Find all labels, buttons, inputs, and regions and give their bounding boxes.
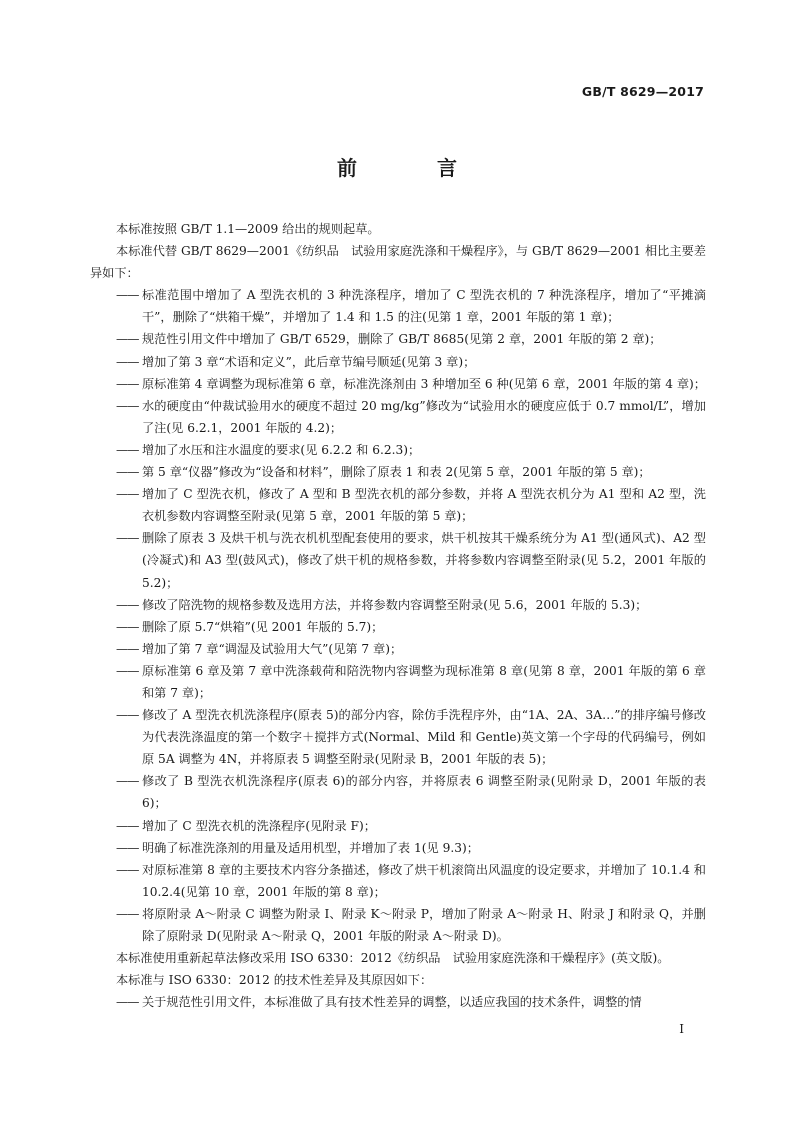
standard-code: GB/T 8629—2017 xyxy=(581,84,704,99)
dash-marker: —— xyxy=(116,663,139,678)
dash-marker: —— xyxy=(116,465,139,480)
paragraph-adoption: 本标准使用重新起草法修改采用 ISO 6330：2012《纺织品 试验用家庭洗涤和干燥程序》(英文版)。 xyxy=(116,951,670,966)
list-item-text: 修改了 B 型洗衣机洗涤程序(原表 6)的部分内容，并将原表 6 调整至附录(见附录 D，2001 年版的表 6)； xyxy=(142,774,706,811)
list-item-text: 原标准第 4 章调整为现标准第 6 章，标准洗涤剂由 3 种增加至 6 种(见第 6 章，2001 年版的第 4 章)； xyxy=(142,376,706,391)
list-item-text: 原标准第 6 章及第 7 章中洗涤载荷和陪洗物内容调整为现标准第 8 章(见第 8 章，2001 年版的第 6 章和第 7 章)； xyxy=(142,663,706,700)
dash-marker: —— xyxy=(116,288,139,303)
list-item-text: 增加了第 7 章“调湿及试验用大气”(见第 7 章)； xyxy=(142,641,403,656)
list-item xyxy=(90,373,706,395)
list-item xyxy=(90,770,706,814)
list-item xyxy=(90,991,706,1013)
dash-marker: —— xyxy=(116,862,139,877)
dash-marker: —— xyxy=(116,906,139,921)
dash-marker: —— xyxy=(116,487,139,502)
list-item-text: 删除了原表 3 及烘干机与洗衣机机型配套使用的要求，烘干机按其干燥系统分为 A1 型(通风式)、A2 型(冷凝式)和 A3 型(鼓风式)，修改了烘干机的规格参数，并将参数内容调整至附录(见 5.2，2001 年版的 5.2)； xyxy=(142,531,706,590)
list-item-text: 增加了 C 型洗衣机的洗涤程序(见附录 F)； xyxy=(142,818,376,833)
list-item xyxy=(90,284,706,328)
dash-marker: —— xyxy=(116,531,139,546)
paragraph-differences: 本标准与 ISO 6330：2012 的技术性差异及其原因如下： xyxy=(116,973,433,988)
change-list xyxy=(90,284,706,947)
list-item-text: 增加了水压和注水温度的要求(见 6.2.2 和 6.2.3)； xyxy=(142,442,421,457)
list-item-text: 明确了标准洗涤剂的用量及适用机型，并增加了表 1(见 9.3)； xyxy=(142,840,479,855)
list-item xyxy=(90,859,706,903)
list-item xyxy=(90,815,706,837)
list-item-text: 增加了第 3 章“术语和定义”，此后章节编号顺延(见第 3 章)； xyxy=(142,354,476,369)
dash-marker: —— xyxy=(116,597,139,612)
list-item xyxy=(90,461,706,483)
page-number: I xyxy=(679,1022,684,1036)
list-item-text: 第 5 章“仪器”修改为“设备和材料”，删除了原表 1 和表 2(见第 5 章，2001 年版的第 5 章)； xyxy=(142,465,651,480)
list-item-text: 水的硬度由“仲裁试验用水的硬度不超过 20 mg/kg”修改为“试验用水的硬度应低于 0.7 mmol/L”，增加了注(见 6.2.1，2001 年版的 4.2)； xyxy=(142,398,706,435)
list-item-text: 将原附录 A～附录 C 调整为附录 I、附录 K～附录 P，增加了附录 A～附录 H、附录 J 和附录 Q，并删除了原附录 D(见附录 A～附录 Q，2001 年版的附录 A～附录 D)。 xyxy=(142,906,706,943)
list-item-text: 关于规范性引用文件，本标准做了具有技术性差异的调整，以适应我国的技术条件，调整的情 xyxy=(142,995,642,1010)
list-item xyxy=(90,903,706,947)
list-item xyxy=(90,483,706,527)
dash-marker: —— xyxy=(116,708,139,723)
dash-marker: —— xyxy=(116,619,139,634)
list-item-text: 标准范围中增加了 A 型洗衣机的 3 种洗涤程序，增加了 C 型洗衣机的 7 种洗涤程序，增加了“平摊滴干”，删除了“烘箱干燥”，并增加了 1.4 和 1.5 的注(见第 1 章，2001 年版的第 1 章)； xyxy=(142,288,706,325)
list-item xyxy=(90,616,706,638)
dash-marker: —— xyxy=(116,442,139,457)
paragraph-drafting-rules: 本标准按照 GB/T 1.1—2009 给出的规则起草。 xyxy=(116,222,380,236)
list-item xyxy=(90,395,706,439)
dash-marker: —— xyxy=(116,641,139,656)
dash-marker: —— xyxy=(116,354,139,369)
list-item xyxy=(90,704,706,770)
list-item-text: 规范性引用文件中增加了 GB/T 6529，删除了 GB/T 8685(见第 2 章，2001 年版的第 2 章)； xyxy=(142,332,662,347)
list-item-text: 删除了原 5.7“烘箱”(见 2001 年版的 5.7)； xyxy=(142,619,384,634)
dash-marker: —— xyxy=(116,332,139,347)
dash-marker: —— xyxy=(116,995,139,1010)
page-title: 前 言 xyxy=(337,156,487,180)
list-item-text: 修改了陪洗物的规格参数及选用方法，并将参数内容调整至附录(见 5.6，2001 年版的 5.3)； xyxy=(142,597,648,612)
list-item xyxy=(90,837,706,859)
dash-marker: —— xyxy=(116,818,139,833)
dash-marker: —— xyxy=(116,840,139,855)
list-item xyxy=(90,594,706,616)
list-item-text: 增加了 C 型洗衣机，修改了 A 型和 B 型洗衣机的部分参数，并将 A 型洗衣机分为 A1 型和 A2 型，洗衣机参数内容调整至附录(见第 5 章，2001 年版的第 5 章)； xyxy=(142,487,706,524)
dash-marker: —— xyxy=(116,774,139,789)
document-body xyxy=(90,218,706,1013)
paragraph-replacement: 本标准代替 GB/T 8629—2001《纺织品 试验用家庭洗涤和干燥程序》，与 GB/T 8629—2001 相比主要差异如下： xyxy=(90,244,706,281)
list-item xyxy=(90,328,706,350)
list-item xyxy=(90,660,706,704)
list-item xyxy=(90,638,706,660)
list-item-text: 修改了 A 型洗衣机洗涤程序(原表 5)的部分内容，除仿手洗程序外，由“1A、2A、3A…”的排序编号修改为代表洗涤温度的第一个数字＋搅拌方式(Normal、Mild 和 Gentle)英文第一个字母的代码编号，例如原 5A 调整为 4N，并将原表 5 调整至附录(见附录 B，2001 年版的表 5)； xyxy=(142,708,706,767)
dash-marker: —— xyxy=(116,376,139,391)
list-item xyxy=(90,351,706,373)
list-item xyxy=(90,527,706,593)
list-item xyxy=(90,439,706,461)
list-item-text: 对原标准第 8 章的主要技术内容分条描述，修改了烘干机滚筒出风温度的设定要求，并增加了 10.1.4 和 10.2.4(见第 10 章，2001 年版的第 8 章)； xyxy=(142,862,706,899)
dash-marker: —— xyxy=(116,398,139,413)
